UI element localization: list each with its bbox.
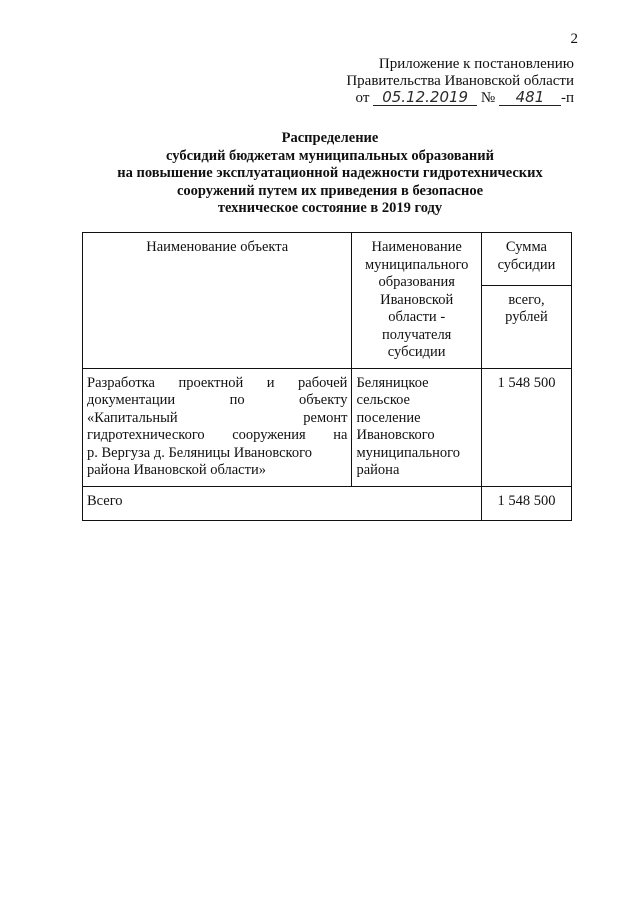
title-line-4: сооружений путем их приведения в безопасное <box>176 182 484 199</box>
word: рабочей <box>298 374 348 391</box>
header-amount-line: субсидии <box>497 256 556 273</box>
word: и <box>266 374 275 391</box>
word: по <box>229 392 245 408</box>
header-municipality <box>352 233 481 369</box>
approval-line-3 <box>314 90 574 107</box>
header-amount-line: Сумма <box>505 239 547 255</box>
recipient-line: муниципального <box>356 444 460 461</box>
header-total-line: всего, <box>508 291 545 308</box>
total-row <box>83 486 572 521</box>
header-municipality-line: Ивановской <box>380 291 454 308</box>
title-line-5: техническое состояние в 2019 году <box>217 200 443 216</box>
handwritten-number: 481 <box>499 90 561 106</box>
page-number: 2 <box>570 31 578 47</box>
header-row <box>83 233 572 286</box>
word: Разработка <box>87 374 155 391</box>
recipient-line: поселение <box>356 409 421 426</box>
header-total-line: рублей <box>505 309 548 325</box>
recipient-line: Беляницкое <box>356 374 429 391</box>
header-municipality-line: муниципального <box>364 256 469 273</box>
object-line <box>87 427 347 445</box>
header-municipality-line: области - <box>388 309 446 325</box>
number-label: № <box>480 90 496 106</box>
total-label: Всего <box>83 486 482 521</box>
document-title <box>70 130 590 218</box>
recipient-line: сельское <box>356 392 410 408</box>
approval-block <box>314 56 574 107</box>
number-suffix: -п <box>560 90 574 106</box>
title-line-3: на повышение эксплуатационной надежности гидротехнических <box>117 165 543 181</box>
object-line <box>87 375 347 393</box>
header-total-rub <box>481 285 571 368</box>
word: проектной <box>178 374 244 391</box>
handwritten-date: 05.12.2019 <box>373 90 477 106</box>
total-amount: 1 548 500 <box>481 486 571 521</box>
recipient-line: района <box>356 462 400 478</box>
word: ремонт <box>303 409 348 426</box>
title-line-2: субсидий бюджетам муниципальных образований <box>166 147 494 164</box>
object-line <box>87 410 347 428</box>
header-municipality-line: получателя <box>382 326 452 343</box>
approval-line-1: Приложение к постановлению <box>378 56 574 72</box>
word: документации <box>87 392 176 408</box>
header-municipality-line: образования <box>378 274 455 290</box>
table-row <box>83 368 572 486</box>
word: на <box>333 427 348 443</box>
recipient-line: Ивановского <box>356 427 435 443</box>
object-line: района Ивановской области» <box>87 462 266 478</box>
header-object-name: Наименование объекта <box>83 233 352 369</box>
object-line: р. Вергуза д. Беляницы Ивановского <box>87 444 312 461</box>
object-description <box>83 368 352 486</box>
word: сооружения <box>232 427 306 443</box>
recipient-municipality <box>352 368 481 486</box>
title-line-1: Распределение <box>281 130 379 146</box>
from-label: от <box>355 90 370 106</box>
header-amount <box>481 233 571 286</box>
word: объекту <box>299 392 348 408</box>
object-line <box>87 392 347 410</box>
subsidy-amount: 1 548 500 <box>481 368 571 486</box>
word: гидротехнического <box>87 427 205 443</box>
header-municipality-line: Наименование <box>371 239 462 255</box>
approval-line-2: Правительства Ивановской области <box>346 73 574 89</box>
header-municipality-line: субсидии <box>387 344 446 360</box>
subsidy-table <box>82 232 572 521</box>
word: «Капитальный <box>87 409 178 426</box>
